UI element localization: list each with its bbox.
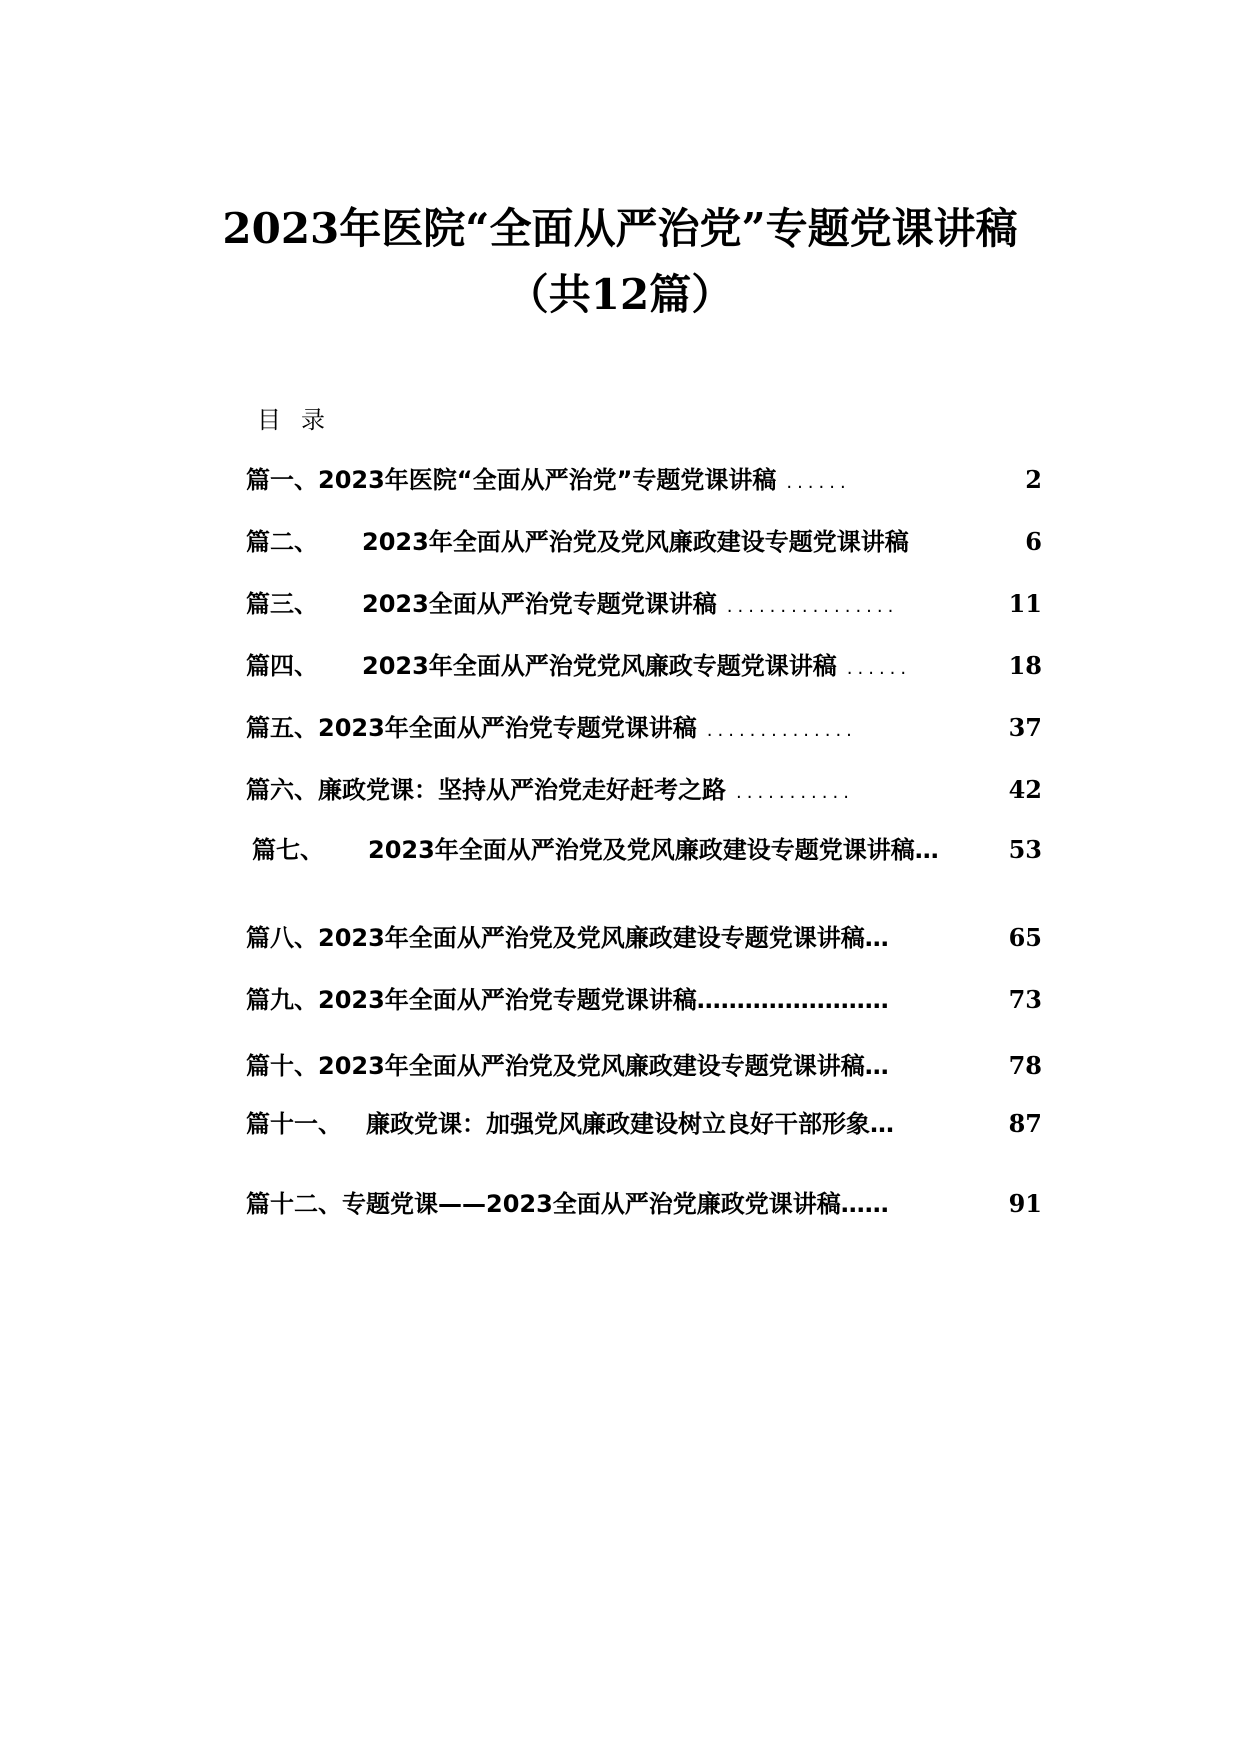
toc-leader: …………………… bbox=[696, 986, 889, 1014]
toc-entry-title: 2023年全面从严治党及党风廉政建设专题党课讲稿 bbox=[362, 528, 909, 556]
toc-entry-7[interactable] bbox=[252, 830, 1042, 870]
toc-entry-title: 2023年全面从严治党及党风廉政建设专题党课讲稿 bbox=[368, 836, 915, 864]
toc-entry-page: 91 bbox=[1008, 1189, 1042, 1218]
toc-leader: …… bbox=[840, 1190, 889, 1218]
toc-entry-8[interactable] bbox=[246, 918, 1042, 958]
toc-entry-label: 篇十一、 bbox=[246, 1110, 342, 1138]
toc-entry-title: 廉政党课：加强党风廉政建设树立良好干部形象 bbox=[366, 1110, 870, 1138]
toc-heading: 目录 bbox=[257, 406, 345, 434]
toc-entry-1[interactable] bbox=[246, 460, 1042, 500]
toc-entry-label: 篇八、 bbox=[246, 924, 318, 952]
toc-entry-title: 廉政党课：坚持从严治党走好赶考之路 bbox=[318, 776, 726, 804]
toc-entry-page: 11 bbox=[1008, 589, 1042, 618]
toc-entry-label: 篇十二、 bbox=[246, 1190, 342, 1218]
toc-entry-9[interactable] bbox=[246, 980, 1042, 1020]
toc-entry-page: 6 bbox=[1025, 527, 1042, 556]
toc-leader: … bbox=[914, 836, 939, 864]
toc-entry-label: 篇四、 bbox=[246, 652, 318, 680]
toc-entry-title: 专题党课——2023全面从严治党廉政党课讲稿 bbox=[342, 1190, 841, 1218]
toc-entry-label: 篇五、 bbox=[246, 714, 318, 742]
toc-leader: ........... bbox=[736, 782, 854, 803]
toc-entry-label: 篇九、 bbox=[246, 986, 318, 1014]
toc-entry-page: 65 bbox=[1008, 923, 1042, 952]
toc-entry-page: 87 bbox=[1008, 1109, 1042, 1138]
toc-entry-label: 篇二、 bbox=[246, 528, 318, 556]
toc-entry-12[interactable] bbox=[246, 1184, 1042, 1224]
toc-leader: … bbox=[870, 1110, 894, 1138]
toc-entry-page: 78 bbox=[1008, 1051, 1042, 1080]
toc-entry-title: 2023年全面从严治党专题党课讲稿 bbox=[318, 714, 697, 742]
toc-leader: ...... bbox=[846, 658, 912, 679]
toc-leader: ................ bbox=[726, 596, 899, 617]
toc-entry-3[interactable] bbox=[246, 584, 1042, 624]
toc-entry-title: 2023年医院“全面从严治党”专题党课讲稿 bbox=[318, 466, 777, 494]
toc-entry-2[interactable] bbox=[246, 522, 1042, 562]
toc-entry-page: 73 bbox=[1008, 985, 1042, 1014]
toc-entry-5[interactable] bbox=[246, 708, 1042, 748]
toc-entry-title: 2023年全面从严治党及党风廉政建设专题党课讲稿 bbox=[318, 1052, 865, 1080]
toc-entry-page: 53 bbox=[1008, 835, 1042, 864]
toc-entry-page: 42 bbox=[1008, 775, 1042, 804]
toc-entry-page: 37 bbox=[1008, 713, 1042, 742]
toc-entry-4[interactable] bbox=[246, 646, 1042, 686]
toc-entry-title: 2023全面从严治党专题党课讲稿 bbox=[362, 590, 717, 618]
toc-entry-label: 篇六、 bbox=[246, 776, 318, 804]
document-title: 2023年医院“全面从严治党”专题党课讲稿 bbox=[222, 204, 1018, 253]
toc-leader: ...... bbox=[786, 472, 851, 493]
toc-entry-title: 2023年全面从严治党及党风廉政建设专题党课讲稿 bbox=[318, 924, 865, 952]
toc-entry-10[interactable] bbox=[246, 1046, 1042, 1086]
toc-entry-6[interactable] bbox=[246, 770, 1042, 810]
toc-leader: … bbox=[864, 1052, 889, 1080]
toc-entry-label: 篇十、 bbox=[246, 1052, 318, 1080]
toc-entry-title: 2023年全面从严治党党风廉政专题党课讲稿 bbox=[362, 652, 837, 680]
toc-entry-page: 2 bbox=[1025, 465, 1042, 494]
toc-entry-label: 篇三、 bbox=[246, 590, 318, 618]
toc-entry-11[interactable] bbox=[246, 1104, 1042, 1144]
toc-entry-title: 2023年全面从严治党专题党课讲稿 bbox=[318, 986, 697, 1014]
document-subtitle: （共12篇） bbox=[506, 270, 734, 319]
toc-leader: … bbox=[864, 924, 889, 952]
toc-entry-page: 18 bbox=[1008, 651, 1042, 680]
toc-leader: .............. bbox=[706, 720, 857, 741]
toc-entry-label: 篇一、 bbox=[246, 466, 318, 494]
toc-entry-label: 篇七、 bbox=[252, 836, 324, 864]
